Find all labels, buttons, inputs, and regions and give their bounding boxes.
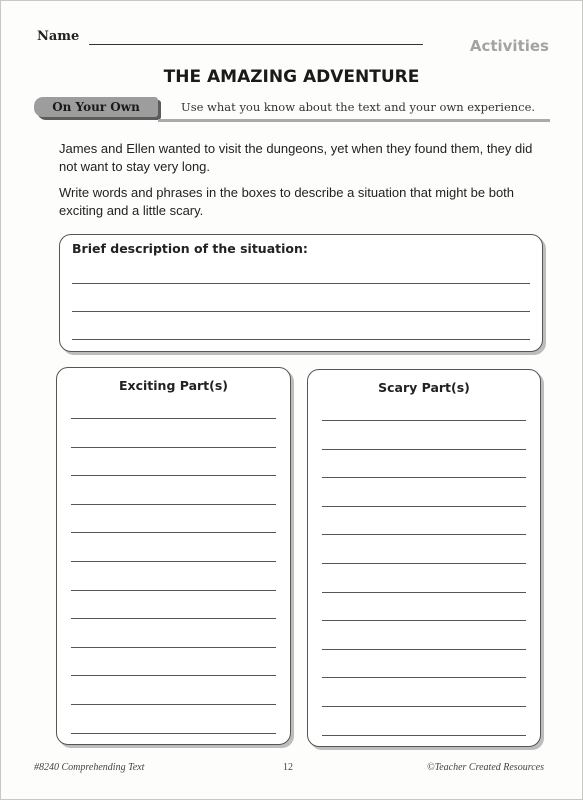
situation-line-2[interactable] [72,311,530,312]
exciting-heading: Exciting Part(s) [118,378,229,393]
scary-line-9[interactable] [322,649,526,650]
page-title: THE AMAZING ADVENTURE [163,67,420,87]
footer-copyright: ©Teacher Created Resources [426,762,544,773]
exciting-line-4[interactable] [71,504,276,505]
scary-line-8[interactable] [322,620,526,621]
exciting-line-7[interactable] [71,590,276,591]
situation-box [59,234,543,352]
situation-line-3[interactable] [72,339,530,340]
scary-line-12[interactable] [322,735,526,736]
exciting-line-8[interactable] [71,618,276,619]
scary-line-4[interactable] [322,506,526,507]
exciting-line-12[interactable] [71,733,276,734]
scary-line-1[interactable] [322,420,526,421]
instruction-paragraph: Write words and phrases in the boxes to describe a situation that might be both exciting and a little scary. [59,185,515,218]
situation-heading: Brief description of the situation: [72,241,308,256]
footer-book-title: #8240 Comprehending Text [34,762,145,773]
exciting-line-11[interactable] [71,704,276,705]
scary-line-5[interactable] [322,534,526,535]
scary-line-3[interactable] [322,477,526,478]
exciting-line-2[interactable] [71,447,276,448]
scary-parts-box [307,369,541,747]
name-write-line[interactable] [89,44,423,45]
on-your-own-banner [34,97,550,123]
scary-line-11[interactable] [322,706,526,707]
exciting-line-5[interactable] [71,532,276,533]
story-paragraph: James and Ellen wanted to visit the dungeons, yet when they found them, they did not want to stay very long. [59,141,533,174]
on-your-own-tab: On Your Own [34,97,158,117]
scary-line-7[interactable] [322,592,526,593]
tab-instruction: Use what you know about the text and your own experience. [181,100,536,114]
scary-heading: Scary Part(s) [378,380,470,395]
scary-line-2[interactable] [322,449,526,450]
tab-rule [158,119,550,122]
scary-line-6[interactable] [322,563,526,564]
name-label: Name [37,29,80,44]
scary-line-10[interactable] [322,677,526,678]
exciting-line-6[interactable] [71,561,276,562]
exciting-parts-box [56,367,291,745]
exciting-line-1[interactable] [71,418,276,419]
exciting-line-3[interactable] [71,475,276,476]
exciting-line-10[interactable] [71,675,276,676]
exciting-line-9[interactable] [71,647,276,648]
footer-page-number: 12 [283,762,293,773]
situation-line-1[interactable] [72,283,530,284]
section-label: Activities [469,37,549,55]
